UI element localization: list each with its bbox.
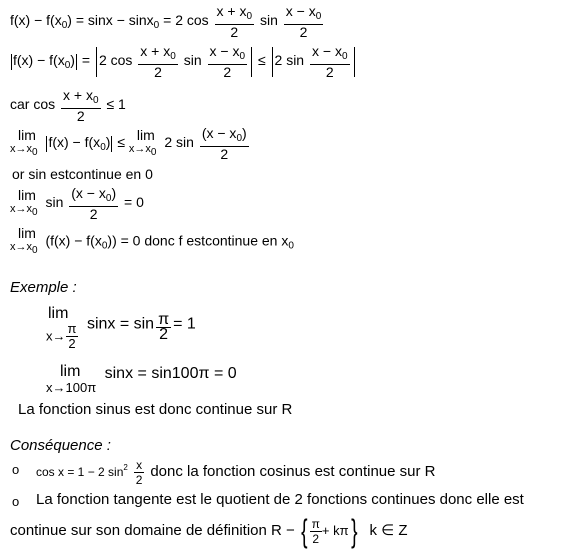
expr-text: sin (259, 12, 278, 29)
fraction: $\frac{x + x_0}{2}$ (140, 43, 176, 80)
expr-text: = (81, 52, 91, 69)
expr-text: ) = sinx − sinx (67, 12, 154, 29)
exemple-heading (10, 280, 77, 296)
expr-text: 2 sin (274, 52, 305, 69)
bullet-text: donc la fonction cosinus est continue sur R (150, 463, 436, 481)
expr-text: 2 cos (98, 52, 133, 69)
fraction: $\frac{\pi}{2}$ (158, 310, 170, 343)
bullet-2-line-2 (10, 513, 408, 549)
expr-text: sin (183, 52, 202, 69)
heading-text: Exemple : (10, 279, 77, 296)
bullet-1: cos x = 1 − 2 $\sin^2$ $\frac{x}{2}$ donc la fonction cosinus est continue sur R (36, 458, 436, 487)
expr-text: or sin estcontinue en 0 (12, 166, 153, 182)
equation-line-7: lim x→x0 $(f(x) - f(x_0)) = 0$ donc f estcontinue en $x_0$ (10, 225, 294, 256)
bullet-2-marker: o (12, 494, 20, 509)
expr-text: = 2 cos (159, 12, 209, 29)
expr-text: 2 sin (164, 134, 194, 151)
text-line-5 (12, 166, 153, 182)
bullet-text: continue sur son domaine de définition R − (10, 522, 295, 539)
consequence-heading (10, 438, 111, 454)
limit: lim x→x0 (10, 225, 38, 256)
fraction: $\frac{(x - x_0)}{2}$ (201, 125, 247, 162)
limit: lim x→x0 (10, 126, 38, 158)
expr-text: f(x) − f(x (10, 12, 62, 29)
subscript: 0 (61, 20, 68, 32)
expr-text: = 1 (173, 315, 196, 333)
fraction: $\frac{(x - x_0)}{2}$ (71, 185, 117, 222)
limit: lim x→100π (46, 363, 97, 395)
expr-text: sinx = sin (86, 315, 155, 333)
limit: lim x→x0 (128, 126, 157, 158)
fraction: $\frac{x}{2}$ (135, 458, 143, 487)
bullet-1-marker: o (12, 462, 20, 477)
abs-bar (11, 54, 12, 70)
expr-text: + kπ (321, 523, 349, 538)
example-conclusion (18, 402, 292, 418)
expr-text: k ∈ Z (369, 522, 408, 539)
expr-text: ≤ (117, 134, 125, 151)
example-limit-2 (46, 364, 237, 396)
expr-text: ≤ (257, 52, 266, 69)
fraction: $\frac{x + x_0}{2}$ (63, 87, 99, 124)
subscript: 0 (153, 20, 160, 32)
abs-bar (354, 47, 355, 77)
fraction: $\frac{x - x_0}{2}$ (285, 3, 322, 40)
expr-text: cos x = 1 − 2 sin (36, 465, 124, 480)
expr-text: = 0 (124, 194, 144, 211)
equation-line-2: $f(x) - f(x_0) = 2$ cos $\frac{x + x_0}{2}$ sin $\frac{x - x_0}{2}$ ≤ 2 sin $\frac{x - x_0}{2}$ (10, 44, 357, 79)
fraction: $\frac{x - x_0}{2}$ (311, 43, 348, 80)
expr-text: ≤ 1 (106, 96, 126, 113)
abs-bar (76, 54, 77, 70)
abs-bar (111, 136, 112, 152)
expr-text: (f(x) − f(x (45, 232, 102, 249)
fraction: $\frac{x - x_0}{2}$ (209, 43, 246, 80)
left-brace: { (301, 513, 308, 549)
equation-line-3 (10, 88, 126, 123)
expr-text: sinx = sin100π = 0 (104, 365, 237, 383)
abs-bar (272, 47, 273, 77)
equation-line-6 (10, 186, 144, 221)
equation-line-1 (10, 4, 325, 39)
equation-line-4: lim x→x0 $f(x) - f(x_0)$ ≤ lim x→x0 2 sin $\frac{(x - x_0)}{2}$ (10, 125, 247, 162)
limit: lim x→x0 (10, 186, 38, 218)
fraction: $\frac{\pi}{2}$ (311, 516, 320, 546)
example-limit-1 (46, 306, 196, 351)
abs-bar (96, 47, 97, 77)
expr-text: car cos (10, 96, 56, 113)
limit: lim x→ $\frac{\pi}{2}$ (46, 305, 77, 351)
bullet-2-line-1 (36, 492, 524, 508)
conclusion-text: La fonction sinus est donc continue sur R (18, 401, 293, 418)
right-brace: } (350, 513, 358, 549)
abs-bar (251, 47, 252, 77)
heading-text: Conséquence : (10, 437, 111, 454)
bullet-text: La fonction tangente est le quotient de 2 fonctions continues donc elle est (36, 491, 524, 508)
expr-text: sin (45, 194, 64, 211)
fraction: $\frac{x + x_0}{2}$ (216, 3, 253, 40)
expr-text: f(x) − f(x (13, 52, 65, 69)
